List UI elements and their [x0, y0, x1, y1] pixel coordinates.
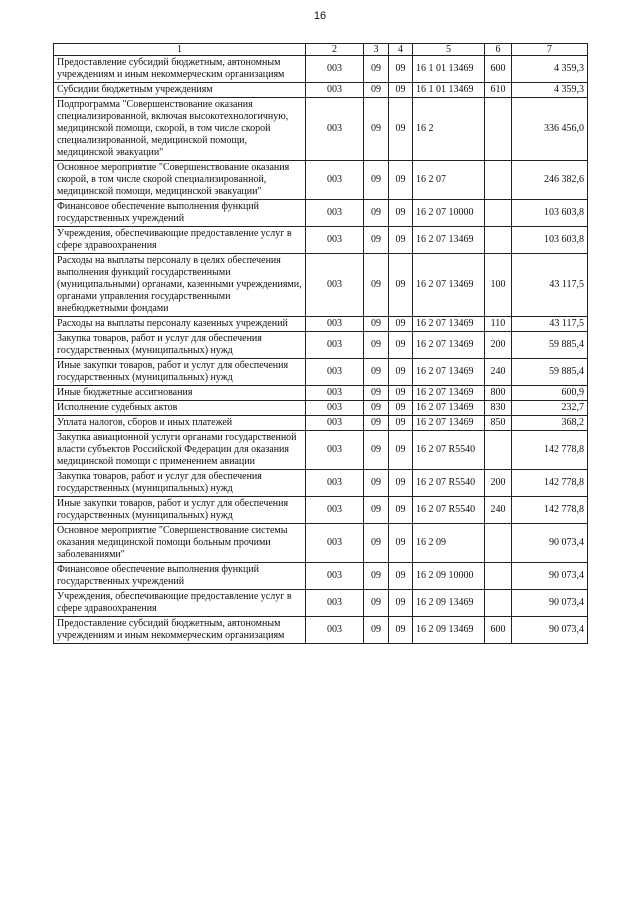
- row-amount: 43 117,5: [512, 254, 588, 317]
- row-ministry-code: 003: [306, 431, 364, 470]
- row-expense-type: 600: [485, 56, 512, 83]
- row-section: 09: [364, 497, 389, 524]
- row-expense-type: [485, 524, 512, 563]
- row-section: 09: [364, 524, 389, 563]
- table-row: [54, 359, 588, 386]
- row-subsection: 09: [389, 56, 413, 83]
- row-subsection: 09: [389, 524, 413, 563]
- row-subsection: 09: [389, 470, 413, 497]
- row-section: 09: [364, 332, 389, 359]
- row-name: Расходы на выплаты персоналу казенных учреждений: [54, 317, 306, 332]
- row-name: Иные бюджетные ассигнования: [54, 386, 306, 401]
- row-expense-type: [485, 161, 512, 200]
- row-ministry-code: 003: [306, 590, 364, 617]
- row-name: Уплата налогов, сборов и иных платежей: [54, 416, 306, 431]
- row-subsection: 09: [389, 200, 413, 227]
- row-target-code: 16 2 07 13469: [413, 386, 485, 401]
- table-row: [54, 470, 588, 497]
- row-section: 09: [364, 590, 389, 617]
- row-section: 09: [364, 254, 389, 317]
- row-section: 09: [364, 386, 389, 401]
- row-section: 09: [364, 416, 389, 431]
- row-section: 09: [364, 431, 389, 470]
- table-row: [54, 431, 588, 470]
- row-expense-type: [485, 431, 512, 470]
- row-section: 09: [364, 317, 389, 332]
- row-name: Исполнение судебных актов: [54, 401, 306, 416]
- row-name: Подпрограмма "Совершенствование оказания специализированной, включая высокотехнологичную, медицинской помощи, скорой, в том числе скорой специализированной, медицинской помощи, медицинской эвакуации": [54, 98, 306, 161]
- page-number: 16: [313, 10, 327, 22]
- row-name: Закупка авиационной услуги органами государственной власти субъектов Российской Федерации для оказания медицинской помощи с применением авиации: [54, 431, 306, 470]
- row-target-code: 16 2 07 13469: [413, 254, 485, 317]
- row-subsection: 09: [389, 98, 413, 161]
- row-target-code: 16 2 07 13469: [413, 317, 485, 332]
- row-subsection: 09: [389, 254, 413, 317]
- budget-table: [53, 43, 588, 644]
- row-expense-type: 850: [485, 416, 512, 431]
- row-ministry-code: 003: [306, 332, 364, 359]
- table-row: [54, 563, 588, 590]
- row-ministry-code: 003: [306, 470, 364, 497]
- table-row: [54, 161, 588, 200]
- row-section: 09: [364, 617, 389, 644]
- row-subsection: 09: [389, 497, 413, 524]
- row-subsection: 09: [389, 431, 413, 470]
- row-expense-type: 240: [485, 497, 512, 524]
- row-amount: 90 073,4: [512, 563, 588, 590]
- row-ministry-code: 003: [306, 563, 364, 590]
- row-ministry-code: 003: [306, 56, 364, 83]
- row-name: Основное мероприятие "Совершенствование системы оказания медицинской помощи больным прочими заболеваниями": [54, 524, 306, 563]
- row-expense-type: [485, 590, 512, 617]
- row-target-code: 16 2 09 13469: [413, 590, 485, 617]
- row-section: 09: [364, 98, 389, 161]
- row-expense-type: [485, 98, 512, 161]
- table-row: [54, 200, 588, 227]
- row-name: Финансовое обеспечение выполнения функций государственных учреждений: [54, 563, 306, 590]
- table-row: [54, 83, 588, 98]
- row-name: Закупка товаров, работ и услуг для обеспечения государственных (муниципальных) нужд: [54, 332, 306, 359]
- row-subsection: 09: [389, 83, 413, 98]
- row-section: 09: [364, 227, 389, 254]
- row-ministry-code: 003: [306, 200, 364, 227]
- table-row: [54, 497, 588, 524]
- table-row: [54, 98, 588, 161]
- row-ministry-code: 003: [306, 416, 364, 431]
- row-target-code: 16 2 09 13469: [413, 617, 485, 644]
- row-amount: 43 117,5: [512, 317, 588, 332]
- row-amount: 142 778,8: [512, 431, 588, 470]
- header-col-5: 5: [413, 44, 485, 56]
- row-name: Иные закупки товаров, работ и услуг для обеспечения государственных (муниципальных) нужд: [54, 497, 306, 524]
- row-expense-type: 100: [485, 254, 512, 317]
- row-target-code: 16 2 07 13469: [413, 359, 485, 386]
- row-amount: 246 382,6: [512, 161, 588, 200]
- row-subsection: 09: [389, 332, 413, 359]
- row-ministry-code: 003: [306, 617, 364, 644]
- row-expense-type: 830: [485, 401, 512, 416]
- row-target-code: 16 2: [413, 98, 485, 161]
- row-target-code: 16 2 09 10000: [413, 563, 485, 590]
- row-name: Субсидии бюджетным учреждениям: [54, 83, 306, 98]
- row-amount: 103 603,8: [512, 227, 588, 254]
- row-section: 09: [364, 563, 389, 590]
- row-target-code: 16 2 07 13469: [413, 227, 485, 254]
- row-subsection: 09: [389, 161, 413, 200]
- table-row: [54, 416, 588, 431]
- row-amount: 59 885,4: [512, 332, 588, 359]
- row-amount: 59 885,4: [512, 359, 588, 386]
- row-amount: 103 603,8: [512, 200, 588, 227]
- row-ministry-code: 003: [306, 317, 364, 332]
- row-section: 09: [364, 359, 389, 386]
- row-ministry-code: 003: [306, 98, 364, 161]
- row-name: Предоставление субсидий бюджетным, автономным учреждениям и иным некоммерческим организациям: [54, 617, 306, 644]
- row-subsection: 09: [389, 590, 413, 617]
- table-row: [54, 401, 588, 416]
- table-body: [54, 56, 588, 644]
- row-ministry-code: 003: [306, 227, 364, 254]
- row-expense-type: 200: [485, 332, 512, 359]
- header-col-7: 7: [512, 44, 588, 56]
- row-subsection: 09: [389, 317, 413, 332]
- row-expense-type: 200: [485, 470, 512, 497]
- row-target-code: 16 2 07 R5540: [413, 470, 485, 497]
- row-expense-type: 610: [485, 83, 512, 98]
- row-section: 09: [364, 83, 389, 98]
- row-ministry-code: 003: [306, 359, 364, 386]
- row-expense-type: 240: [485, 359, 512, 386]
- table-row: [54, 227, 588, 254]
- row-expense-type: 800: [485, 386, 512, 401]
- row-name: Иные закупки товаров, работ и услуг для обеспечения государственных (муниципальных) нужд: [54, 359, 306, 386]
- row-amount: 90 073,4: [512, 617, 588, 644]
- row-target-code: 16 2 07: [413, 161, 485, 200]
- table-row: [54, 332, 588, 359]
- row-target-code: 16 1 01 13469: [413, 56, 485, 83]
- header-col-1: 1: [54, 44, 306, 56]
- row-name: Расходы на выплаты персоналу в целях обеспечения выполнения функций государственными (муниципальными) органами, казенными учреждениями, органами управления государственными внебюджетными фондами: [54, 254, 306, 317]
- row-name: Предоставление субсидий бюджетным, автономным учреждениям и иным некоммерческим организациям: [54, 56, 306, 83]
- row-name: Учреждения, обеспечивающие предоставление услуг в сфере здравоохранения: [54, 227, 306, 254]
- header-col-2: 2: [306, 44, 364, 56]
- row-section: 09: [364, 470, 389, 497]
- row-target-code: 16 2 07 R5540: [413, 431, 485, 470]
- row-ministry-code: 003: [306, 524, 364, 563]
- row-ministry-code: 003: [306, 161, 364, 200]
- row-section: 09: [364, 401, 389, 416]
- row-expense-type: [485, 200, 512, 227]
- header-col-4: 4: [389, 44, 413, 56]
- row-subsection: 09: [389, 401, 413, 416]
- row-expense-type: 600: [485, 617, 512, 644]
- header-col-6: 6: [485, 44, 512, 56]
- table-row: [54, 386, 588, 401]
- table-row: [54, 590, 588, 617]
- table-row: [54, 254, 588, 317]
- row-name: Основное мероприятие "Совершенствование оказания скорой, в том числе скорой специализированной, медицинской помощи, медицинской эвакуации": [54, 161, 306, 200]
- row-target-code: 16 2 07 13469: [413, 416, 485, 431]
- row-amount: 600,9: [512, 386, 588, 401]
- row-ministry-code: 003: [306, 497, 364, 524]
- row-subsection: 09: [389, 617, 413, 644]
- row-amount: 368,2: [512, 416, 588, 431]
- row-subsection: 09: [389, 359, 413, 386]
- row-target-code: 16 2 07 13469: [413, 332, 485, 359]
- row-amount: 336 456,0: [512, 98, 588, 161]
- row-amount: 90 073,4: [512, 590, 588, 617]
- row-name: Финансовое обеспечение выполнения функций государственных учреждений: [54, 200, 306, 227]
- row-target-code: 16 2 07 10000: [413, 200, 485, 227]
- row-amount: 4 359,3: [512, 56, 588, 83]
- table-row: [54, 617, 588, 644]
- row-subsection: 09: [389, 386, 413, 401]
- table-row: [54, 56, 588, 83]
- row-subsection: 09: [389, 416, 413, 431]
- row-ministry-code: 003: [306, 83, 364, 98]
- row-expense-type: [485, 227, 512, 254]
- row-name: Закупка товаров, работ и услуг для обеспечения государственных (муниципальных) нужд: [54, 470, 306, 497]
- row-section: 09: [364, 161, 389, 200]
- row-ministry-code: 003: [306, 401, 364, 416]
- row-subsection: 09: [389, 227, 413, 254]
- row-target-code: 16 2 07 R5540: [413, 497, 485, 524]
- row-ministry-code: 003: [306, 386, 364, 401]
- row-amount: 232,7: [512, 401, 588, 416]
- row-target-code: 16 2 09: [413, 524, 485, 563]
- header-col-3: 3: [364, 44, 389, 56]
- header-row: [54, 44, 588, 56]
- row-expense-type: 110: [485, 317, 512, 332]
- row-ministry-code: 003: [306, 254, 364, 317]
- row-amount: 142 778,8: [512, 470, 588, 497]
- table-row: [54, 317, 588, 332]
- row-amount: 90 073,4: [512, 524, 588, 563]
- row-name: Учреждения, обеспечивающие предоставление услуг в сфере здравоохранения: [54, 590, 306, 617]
- table-row: [54, 524, 588, 563]
- row-amount: 4 359,3: [512, 83, 588, 98]
- row-amount: 142 778,8: [512, 497, 588, 524]
- row-subsection: 09: [389, 563, 413, 590]
- row-section: 09: [364, 56, 389, 83]
- row-expense-type: [485, 563, 512, 590]
- row-section: 09: [364, 200, 389, 227]
- row-target-code: 16 1 01 13469: [413, 83, 485, 98]
- row-target-code: 16 2 07 13469: [413, 401, 485, 416]
